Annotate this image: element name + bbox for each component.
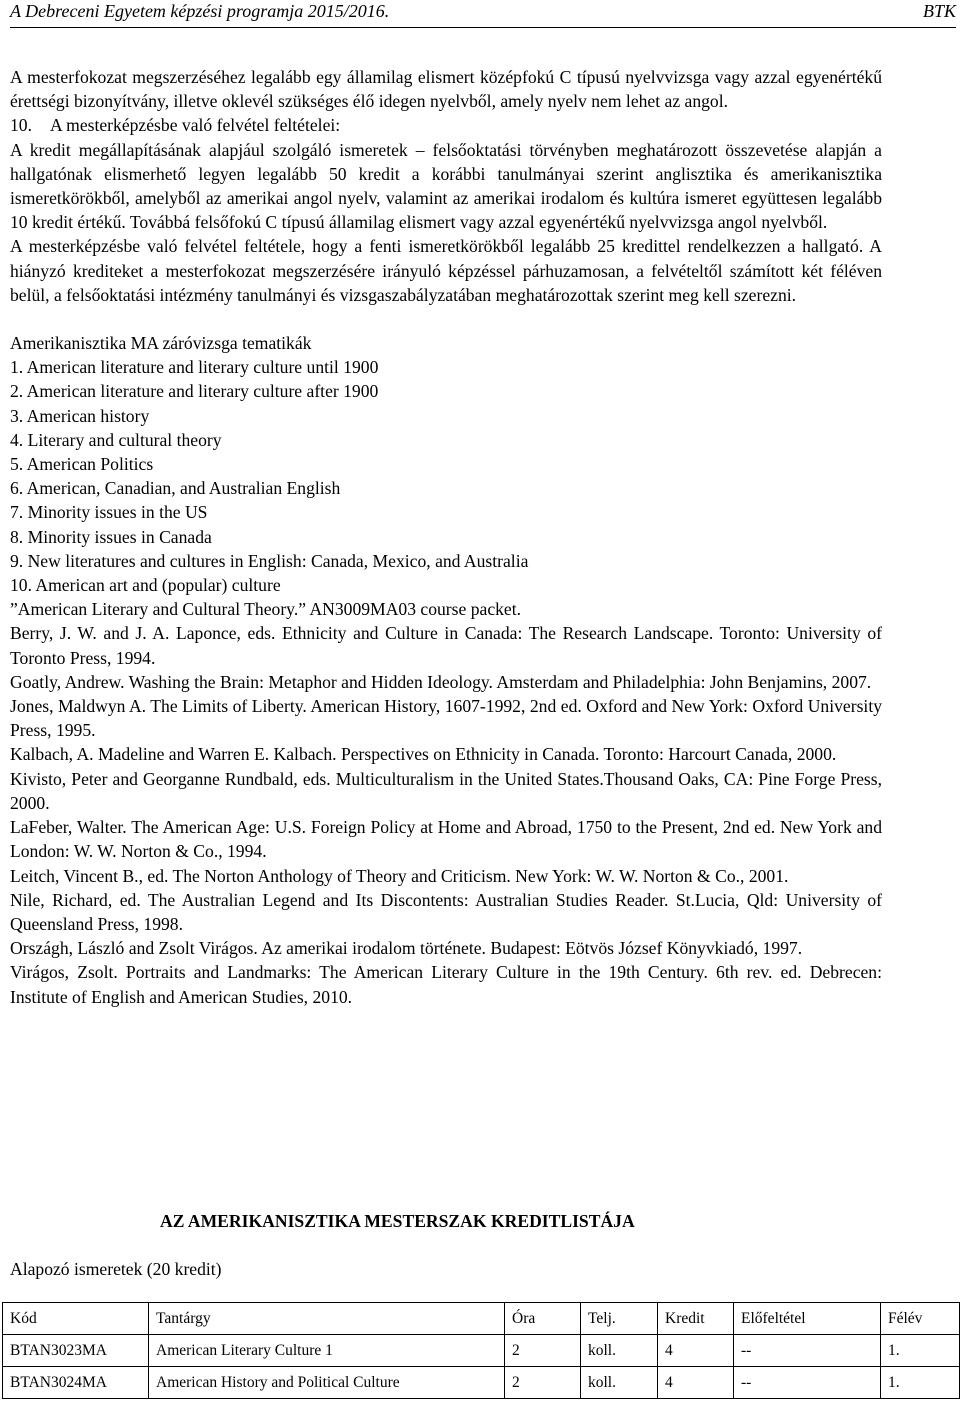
exam-topic-item: 3. American history bbox=[10, 405, 150, 426]
table-row bbox=[3, 1367, 960, 1399]
exam-topics-list bbox=[10, 355, 882, 597]
course-credit: 4 bbox=[658, 1367, 734, 1399]
exam-topic-item: 9. New literatures and cultures in English: Canada, Mexico, and Australia bbox=[10, 550, 529, 571]
exam-topics-title: Amerikanisztika MA záróvizsga tematikák bbox=[10, 333, 312, 354]
course-hours: 2 bbox=[505, 1335, 581, 1367]
references-list bbox=[10, 597, 882, 1008]
reference-item: ”American Literary and Cultural Theory.” AN3009MA03 course packet. bbox=[10, 599, 522, 620]
course-assessment: koll. bbox=[581, 1335, 658, 1367]
course-semester: 1. bbox=[881, 1367, 960, 1399]
column-header: Kredit bbox=[658, 1303, 734, 1335]
reference-item: Berry, J. W. and J. A. Laponce, eds. Ethnicity and Culture in Canada: The Research Landscape. Toronto: University of Toronto Press, 1994. bbox=[10, 623, 882, 668]
exam-topic-item: 1. American literature and literary culture until 1900 bbox=[10, 357, 379, 378]
spacer bbox=[10, 307, 882, 331]
intro-paragraph: A mesterfokozat megszerzéséhez legalább egy államilag elismert középfokú C típusú nyelvvizsga vagy azzal egyenértékű érettségi bizonyítvány, illetve oklevél szükséges élő idegen nyelvből, amely nyelv nem lehet az angol. bbox=[10, 67, 882, 112]
document-body bbox=[10, 65, 882, 1009]
credit-table bbox=[2, 1302, 960, 1399]
reference-item: Virágos, Zsolt. Portraits and Landmarks: The American Literary Culture in the 19th Century. 6th rev. ed. Debrecen: Institute of English and American Studies, 2010. bbox=[10, 962, 882, 1007]
column-header: Óra bbox=[505, 1303, 581, 1335]
exam-topic-item: 6. American, Canadian, and Australian English bbox=[10, 478, 341, 499]
column-header: Tantárgy bbox=[149, 1303, 505, 1335]
admission-paragraph-2: A mesterképzésbe való felvétel feltétele, hogy a fenti ismeretkörökből legalább 25 kredittel rendelkezzen a hallgató. A hiányzó krediteket a mesterfokozat megszerzésére irányuló képzéssel párhuzamosan, a felvételtől számított két féléven belül, a felsőoktatási intézmény tanulmányi és vizsgaszabályzatában meghatározottak szerint meg kell szerezni. bbox=[10, 236, 882, 305]
course-hours: 2 bbox=[505, 1367, 581, 1399]
table-row bbox=[3, 1335, 960, 1367]
column-header: Telj. bbox=[581, 1303, 658, 1335]
section-10-heading bbox=[10, 113, 882, 137]
course-prerequisite: -- bbox=[734, 1367, 881, 1399]
course-code: BTAN3023MA bbox=[3, 1335, 149, 1367]
header-divider bbox=[10, 27, 956, 28]
reference-item: Leitch, Vincent B., ed. The Norton Anthology of Theory and Criticism. New York: W. W. Norton & Co., 2001. bbox=[10, 865, 789, 886]
reference-item: LaFeber, Walter. The American Age: U.S. Foreign Policy at Home and Abroad, 1750 to the Present, 2nd ed. New York and London: W. W. Norton & Co., 1994. bbox=[10, 817, 882, 862]
column-header: Kód bbox=[3, 1303, 149, 1335]
course-credit: 4 bbox=[658, 1335, 734, 1367]
reference-item: Országh, László and Zsolt Virágos. Az amerikai irodalom története. Budapest: Eötvös József Könyvkiadó, 1997. bbox=[10, 938, 803, 959]
exam-topic-item: 2. American literature and literary culture after 1900 bbox=[10, 381, 379, 402]
course-name: American Literary Culture 1 bbox=[149, 1335, 505, 1367]
page-header bbox=[10, 0, 956, 24]
credit-list-title: AZ AMERIKANISZTIKA MESTERSZAK KREDITLISTÁJA bbox=[160, 1211, 635, 1231]
course-prerequisite: -- bbox=[734, 1335, 881, 1367]
reference-item: Goatly, Andrew. Washing the Brain: Metaphor and Hidden Ideology. Amsterdam and Philadelphia: John Benjamins, 2007. bbox=[10, 671, 872, 692]
header-program-title: A Debreceni Egyetem képzési programja 2015/2016. bbox=[10, 1, 390, 21]
exam-topic-item: 4. Literary and cultural theory bbox=[10, 429, 222, 450]
course-name: American History and Political Culture bbox=[149, 1367, 505, 1399]
course-assessment: koll. bbox=[581, 1367, 658, 1399]
header-faculty: BTK bbox=[922, 1, 956, 21]
section-number: 10. bbox=[10, 115, 32, 136]
exam-topic-item: 10. American art and (popular) culture bbox=[10, 575, 281, 596]
reference-item: Kivisto, Peter and Georganne Rundbald, eds. Multiculturalism in the United States.Thousand Oaks, CA: Pine Forge Press, 2000. bbox=[10, 768, 882, 813]
exam-topic-item: 7. Minority issues in the US bbox=[10, 502, 208, 523]
table-header-row bbox=[3, 1303, 960, 1335]
column-header: Előfeltétel bbox=[734, 1303, 881, 1335]
reference-item: Kalbach, A. Madeline and Warren E. Kalbach. Perspectives on Ethnicity in Canada. Toronto: Harcourt Canada, 2000. bbox=[10, 744, 837, 765]
exam-topic-item: 5. American Politics bbox=[10, 454, 154, 475]
column-header: Félév bbox=[881, 1303, 960, 1335]
reference-item: Nile, Richard, ed. The Australian Legend and Its Discontents: Australian Studies Reader. St.Lucia, Qld: University of Queensland Press, 1998. bbox=[10, 889, 882, 934]
admission-paragraph-1: A kredit megállapításának alapjául szolgáló ismeretek – felsőoktatási törvényben meghatározott összevetése alapján a hallgatónak elismerhető legyen legalább 50 kredit a korábbi tanulmányai szerint anglisztika és amerikanisztika ismeretkörökből, amelyből az amerikai angol nyelv, valamint az amerikai irodalom és kultúra ismeret együttesen legalább 10 kredit értékű. Továbbá felsőfokú C típusú államilag elismert vagy azzal egyenértékű nyelvvizsga angol nyelvből. bbox=[10, 139, 882, 233]
exam-topic-item: 8. Minority issues in Canada bbox=[10, 526, 212, 547]
section-heading-text: A mesterképzésbe való felvétel feltételei: bbox=[50, 115, 341, 136]
reference-item: Jones, Maldwyn A. The Limits of Liberty. American History, 1607-1992, 2nd ed. Oxford and New York: Oxford University Press, 1995. bbox=[10, 696, 882, 741]
course-code: BTAN3024MA bbox=[3, 1367, 149, 1399]
course-semester: 1. bbox=[881, 1335, 960, 1367]
credit-list-subtitle: Alapozó ismeretek (20 kredit) bbox=[10, 1259, 222, 1279]
